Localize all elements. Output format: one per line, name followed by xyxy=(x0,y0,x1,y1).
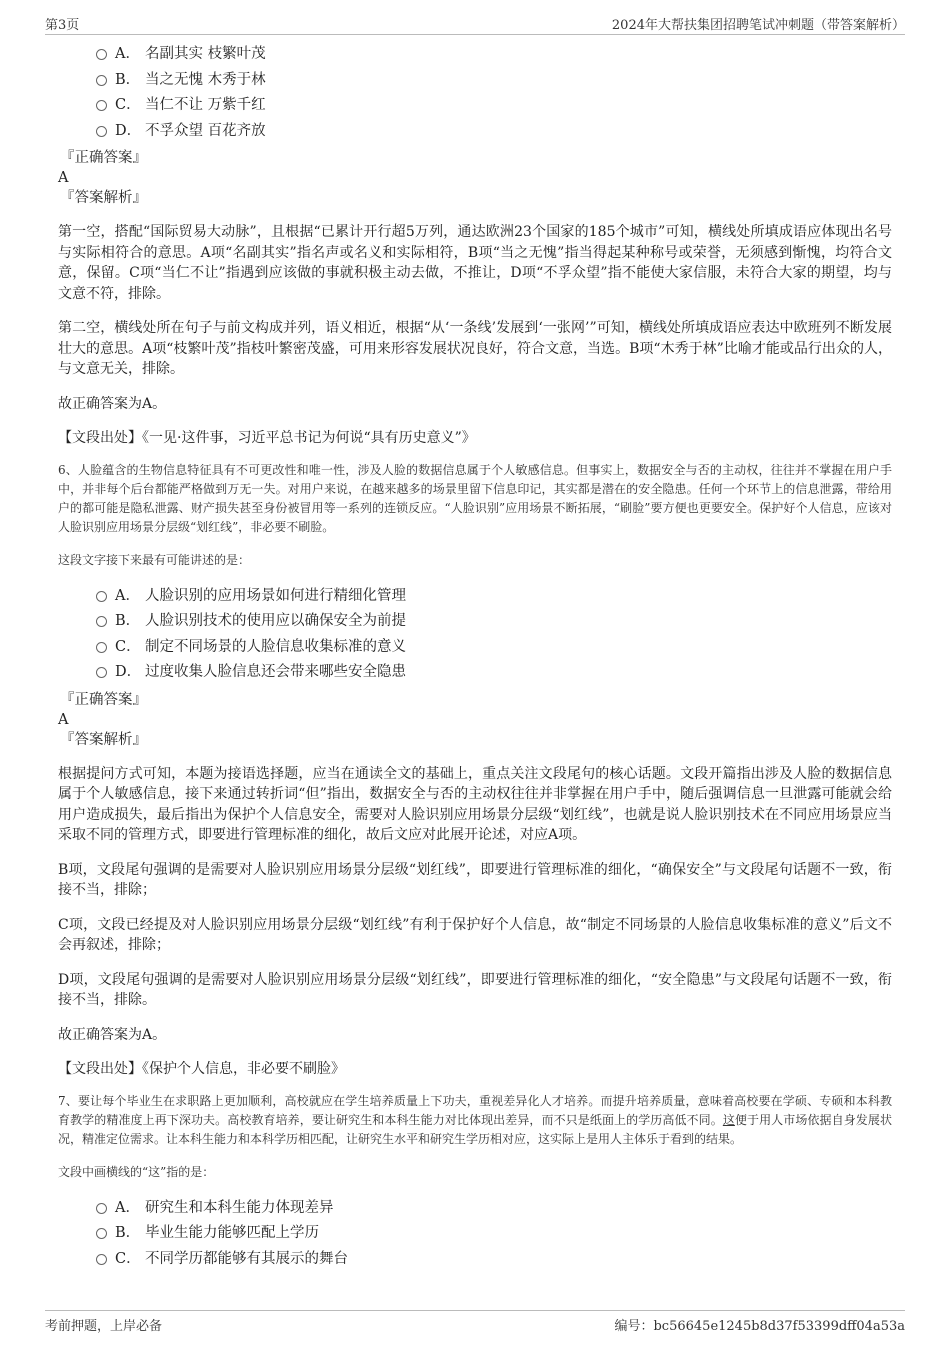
option-a[interactable]: A． 人脸识别的应用场景如何进行精细化管理 xyxy=(58,582,892,608)
correct-answer: A xyxy=(58,711,69,728)
question-prompt: 文段中画横线的“这”指的是： xyxy=(58,1164,215,1179)
analysis-label: 『答案解析』 xyxy=(60,731,147,748)
option-b[interactable]: B． 当之无愧 木秀于林 xyxy=(58,66,892,92)
page-header xyxy=(45,12,905,35)
radio-icon[interactable] xyxy=(96,1254,107,1265)
page-number: 第3页 xyxy=(45,18,80,33)
option-b[interactable]: B． 人脸识别技术的使用应以确保安全为前提 xyxy=(58,607,892,633)
analysis-paragraph: 第一空，搭配“国际贸易大动脉”，且根据“已累计开行超5万列，通达欧洲23个国家的185个城市”可知，横线处所填成语应体现出名号与实际相符合的意思。A项“名副其实”指名声或名义和实际相符，B项“当之无愧”指当得起某种称号或荣誉，无须感到惭愧，均符合文意，保留。C项“当仁不让”指遇到应该做的事就积极主动去做，不推让，D项“不孚众望”指不能使大家信服，未符合大家的期望，均与文意不符，排除。 xyxy=(58,224,892,302)
page-footer xyxy=(45,1310,905,1334)
q7-options xyxy=(58,1194,892,1271)
radio-icon[interactable] xyxy=(96,1203,107,1214)
analysis-conclusion: 故正确答案为A。 xyxy=(58,1026,167,1043)
analysis-paragraph: D项，文段尾句强调的是需要对人脸识别应用场景分层级“划红线”，即要进行管理标准的细化，“安全隐患”与文段尾句话题不一致，衔接不当，排除。 xyxy=(58,971,892,1008)
radio-icon[interactable] xyxy=(96,591,107,602)
option-c[interactable]: C． 当仁不让 万紫千红 xyxy=(58,91,892,117)
source-citation: 【文段出处】《一见·这件事，习近平总书记为何说“具有历史意义”》 xyxy=(58,430,476,446)
option-a[interactable]: A． 名副其实 枝繁叶茂 xyxy=(58,40,892,66)
analysis-label: 『答案解析』 xyxy=(60,190,147,206)
analysis-paragraph: B项，文段尾句强调的是需要对人脸识别应用场景分层级“划红线”，即要进行管理标准的细化，“确保安全”与文段尾句话题不一致，衔接不当，排除； xyxy=(58,861,892,898)
analysis-paragraph: C项，文段已经提及对人脸识别应用场景分层级“划红线”有利于保护好个人信息，故“制定不同场景的人脸信息收集标准的意义”后文不会再叙述，排除； xyxy=(58,916,892,953)
radio-icon[interactable] xyxy=(96,667,107,678)
question-stem: 6、人脸蕴含的生物信息特征具有不可更改性和唯一性，涉及人脸的数据信息属于个人敏感信息。但事实上，数据安全与否的主动权，往往并不掌握在用户手中，并非每个后台都能严格做到万无一失。对用户来说，在越来越多的场景里留下信息印记，其实都是潜在的安全隐患。任何一个环节上的信息泄露，带给用户的都可能是隐私泄露、财产损失甚至身份被冒用等一系列的连锁反应。“人脸识别”应用场景不断拓展，“刷脸”要方便也更要安全。保护好个人信息，应该对人脸识别应用场景分层级“划红线”，非必要不刷脸。 xyxy=(58,462,892,534)
footer-slogan: 考前押题，上岸必备 xyxy=(45,1319,163,1334)
question-prompt: 这段文字接下来最有可能讲述的是： xyxy=(58,552,251,567)
radio-icon[interactable] xyxy=(96,49,107,60)
radio-icon[interactable] xyxy=(96,100,107,111)
option-b[interactable]: B． 毕业生能力能够匹配上学历 xyxy=(58,1219,892,1245)
option-d[interactable]: D． 不孚众望 百花齐放 xyxy=(58,117,892,143)
analysis-paragraph: 根据提问方式可知，本题为接语选择题，应当在通读全文的基础上，重点关注文段尾句的核心话题。文段开篇指出涉及人脸的数据信息属于个人敏感信息，接下来通过转折词“但”指出，数据安全与否的主动权往往并非掌握在用户手中，随后强调信息一旦泄露可能就会给用户造成损失，最后指出为保护个人信息安全，需要对人脸识别应用场景分层级“划红线”，也就是说人脸识别技术在不同应用场景应当采取不同的管理方式，即要进行管理标准的细化，故后文应对此展开论述，对应A项。 xyxy=(58,765,892,843)
correct-answer-label: 『正确答案』 xyxy=(60,150,147,166)
correct-answer-label: 『正确答案』 xyxy=(60,691,147,708)
underlined-word: 这 xyxy=(722,1112,735,1127)
radio-icon[interactable] xyxy=(96,1228,107,1239)
option-a[interactable]: A． 研究生和本科生能力体现差异 xyxy=(58,1194,892,1220)
radio-icon[interactable] xyxy=(96,75,107,86)
document-id: 编号：bc56645e1245b8d37f53399dff04a53a xyxy=(614,1319,905,1334)
radio-icon[interactable] xyxy=(96,642,107,653)
analysis-conclusion: 故正确答案为A。 xyxy=(58,395,167,412)
option-c[interactable]: C． 制定不同场景的人脸信息收集标准的意义 xyxy=(58,633,892,659)
analysis-paragraph: 第二空，横线处所在句子与前文构成并列，语义相近，根据“从‘一条线’发展到‘一张网’”可知，横线处所填成语应表达中欧班列不断发展壮大的意思。A项“枝繁叶茂”指枝叶繁密茂盛，可用来形容发展状况良好，符合文意，当选。B项“木秀于林”比喻才能或品行出众的人，与文意无关，排除。 xyxy=(58,320,892,377)
q6-options xyxy=(58,582,892,684)
radio-icon[interactable] xyxy=(96,126,107,137)
document-title: 2024年大帮扶集团招聘笔试冲刺题（带答案解析） xyxy=(611,18,905,33)
option-c[interactable]: C． 不同学历都能够有其展示的舞台 xyxy=(58,1245,892,1271)
correct-answer: A xyxy=(58,170,69,186)
question-stem: 7、要让每个毕业生在求职路上更加顺利，高校就应在学生培养质量上下功夫，重视差异化人才培养。而提升培养质量，意味着高校要在学硕、专硕和本科教育教学的精准度上再下深功夫。高校教育培养，要让研究生和本科生能力对比体现出差异，而不只是纸面上的学历高低不同。这便于用人市场依据自身发展状况，精准定位需求。让本科生能力和本科学历相匹配，让研究生水平和研究生学历相对应，这实际上是用人主体乐于看到的结果。 xyxy=(58,1093,892,1146)
option-d[interactable]: D． 过度收集人脸信息还会带来哪些安全隐患 xyxy=(58,658,892,684)
page-content xyxy=(58,40,892,1270)
source-citation: 【文段出处】《保护个人信息，非必要不刷脸》 xyxy=(58,1061,345,1077)
radio-icon[interactable] xyxy=(96,616,107,627)
q5-options xyxy=(58,40,892,142)
